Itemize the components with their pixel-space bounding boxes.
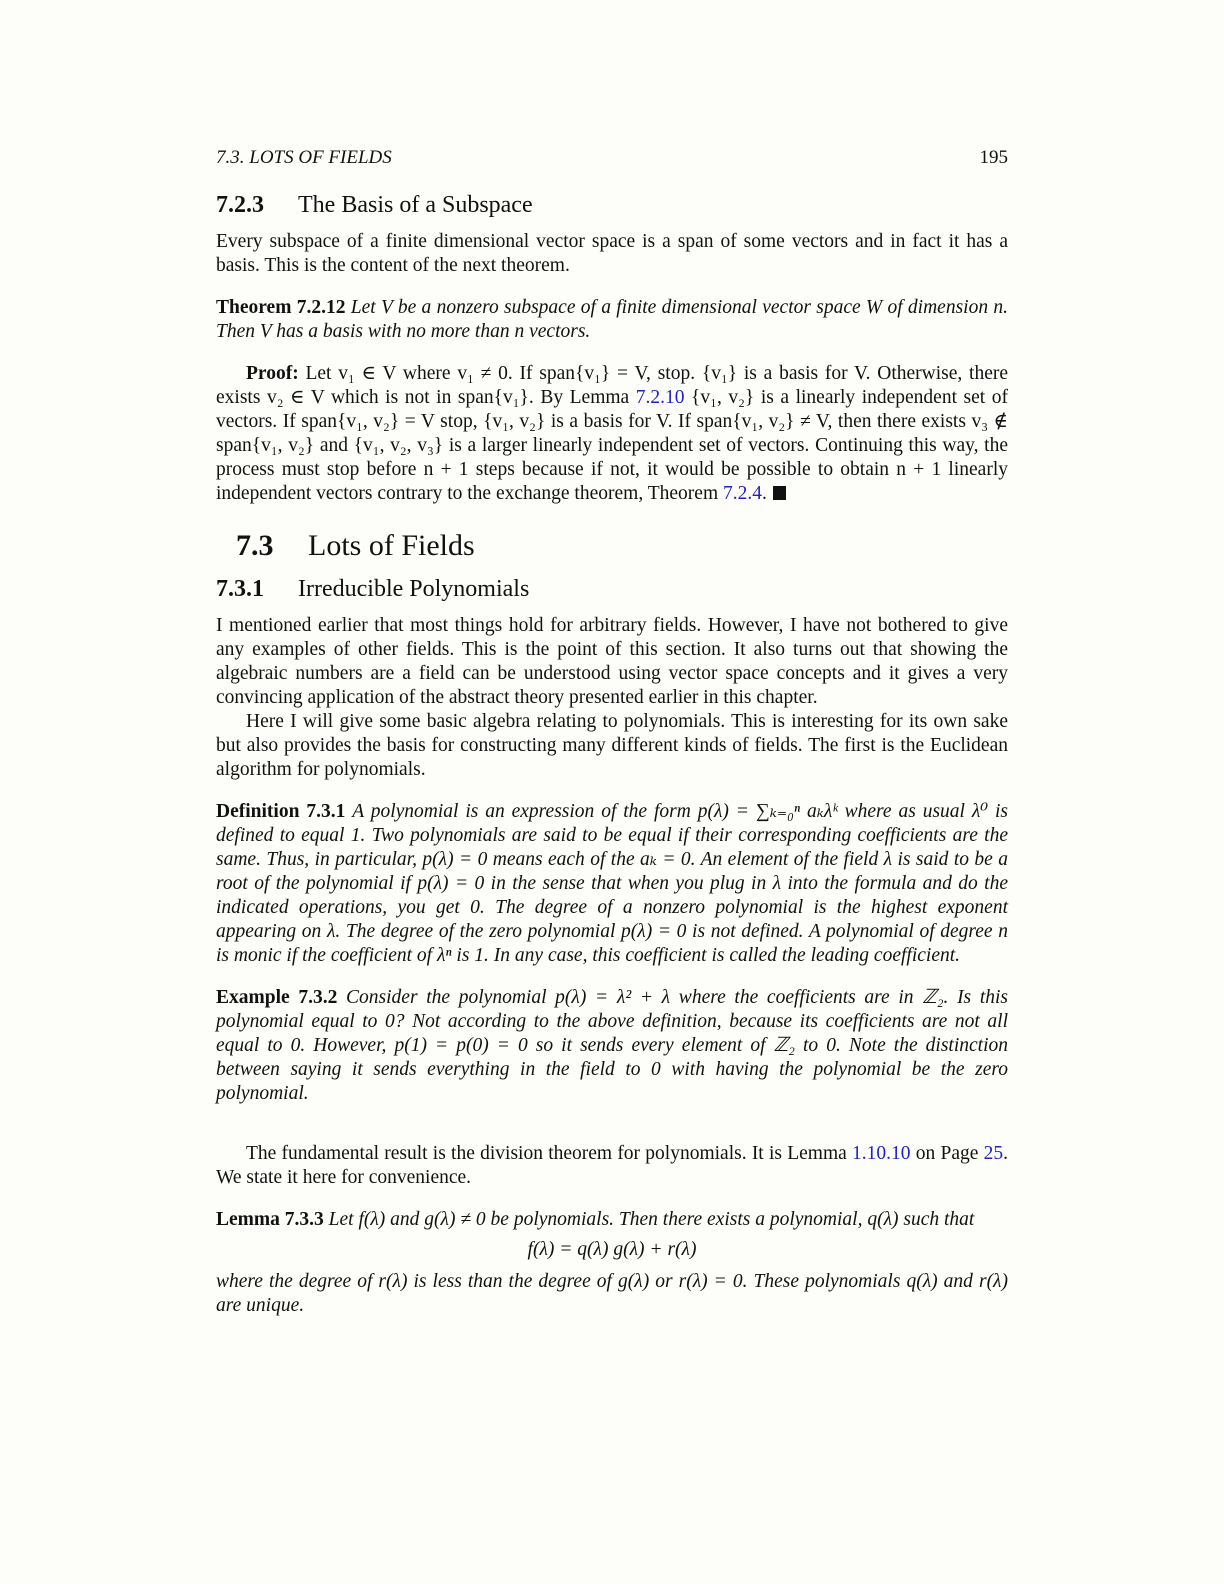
paragraph: I mentioned earlier that most things hold for arbitrary fields. However, I have not bothered to give any examples of other fields. This is the point of this section. It also turns out that showing the algebraic numbers are a field can be understood using vector space concepts and it gives a very convincing application of the abstract theory presented earlier in this chapter. xyxy=(216,615,1008,708)
lemma-7-3-3 xyxy=(216,1208,1008,1318)
subsection-title: The Basis of a Subspace xyxy=(298,192,533,218)
lemma-label: Lemma 7.3.3 xyxy=(216,1209,324,1230)
subsection-title: Irreducible Polynomials xyxy=(298,576,530,602)
page-number: 195 xyxy=(979,147,1008,168)
lemma-link[interactable]: 1.10.10 xyxy=(852,1143,911,1164)
subsection-number: 7.3.1 xyxy=(216,576,264,602)
proof-text: {v₁, v₂} is a linearly independent set of vectors. If span{v₁, v₂} = V stop, {v₁, v₂} is a basis for V. If span{v₁, v₂} ≠ V, then there exists v₃ ∉ span{v₁, v₂} and {v₁, v₂, v₃} is a larger linearly independent set of vectors. Continuing this way, the process must stop before n + 1 steps because if not, it would be possible to obtain n + 1 linearly independent vectors contrary to the exchange theorem, Theorem xyxy=(216,387,1008,504)
running-header xyxy=(216,146,1008,174)
page-link[interactable]: 25 xyxy=(983,1143,1004,1164)
lemma-text: Let f(λ) and g(λ) ≠ 0 be polynomials. Then there exists a polynomial, q(λ) such that xyxy=(328,1209,975,1230)
paragraph-text: . We state it here for convenience. xyxy=(216,1143,1009,1188)
proof xyxy=(216,362,1008,506)
proof-label: Proof: xyxy=(246,363,299,384)
paragraph-text: on Page xyxy=(915,1143,979,1164)
subsection-number: 7.2.3 xyxy=(216,192,264,218)
subsection-heading-7-3-1 xyxy=(216,574,1008,604)
example-7-3-2 xyxy=(216,986,1008,1106)
section-number: 7.3 xyxy=(236,529,274,562)
division-paragraph xyxy=(216,1142,1008,1190)
theorem-text: Let V be a nonzero subspace of a finite dimensional vector space W of dimension n. Then V has a basis with no more than n vectors. xyxy=(216,297,1008,342)
proof-text: Let v₁ ∈ V where v₁ ≠ 0. If span{v₁} = V, stop. {v₁} is a basis for V. Otherwise, there exists v₂ ∈ V which is not in span{v₁}. By Lemma xyxy=(216,363,1009,408)
theorem-7-2-12 xyxy=(216,296,1008,344)
lemma-link[interactable]: 7.2.10 xyxy=(635,387,685,408)
definition-text: A polynomial is an expression of the form p(λ) = ∑ₖ₌₀ⁿ aₖλᵏ where as usual λ⁰ is defined to equal 1. Two polynomials are said to be equal if their corresponding coefficients are the same. Thus, in particular, p(λ) = 0 means each of the aₖ = 0. An element of the field λ is said to be a root of the polynomial if p(λ) = 0 in the sense that when you plug in λ into the formula and do the indicated operations, you get 0. The degree of a nonzero polynomial is the highest exponent appearing on λ. The degree of the zero polynomial p(λ) = 0 is not defined. A polynomial of degree n is monic if the coefficient of λⁿ is 1. In any case, this coefficient is called the leading coefficient. xyxy=(216,801,1009,966)
example-label: Example 7.3.2 xyxy=(216,987,338,1008)
running-title: 7.3. LOTS OF FIELDS xyxy=(216,147,392,168)
document-page xyxy=(216,146,1008,1318)
example-text: Consider the polynomial p(λ) = λ² + λ where the coefficients are in ℤ₂. Is this polynomial equal to 0? Not according to the above definition, because its coefficients are not all equal to 0. However, p(1) = p(0) = 0 so it sends every element of ℤ₂ to 0. Note the distinction between saying it sends everything in the field to 0 with having the polynomial be the zero polynomial. xyxy=(216,987,1009,1104)
lemma-text: where the degree of r(λ) is less than the degree of g(λ) or r(λ) = 0. These polynomials q(λ) and r(λ) are unique. xyxy=(216,1271,1008,1316)
subsection-heading-7-2-3 xyxy=(216,190,1008,220)
paragraph-text: The fundamental result is the division theorem for polynomials. It is Lemma xyxy=(246,1143,847,1164)
theorem-label: Theorem 7.2.12 xyxy=(216,297,346,318)
display-equation: f(λ) = q(λ) g(λ) + r(λ) xyxy=(527,1239,697,1260)
definition-7-3-1 xyxy=(216,800,1008,968)
definition-label: Definition 7.3.1 xyxy=(216,801,346,822)
section-title: Lots of Fields xyxy=(308,529,475,562)
qed-icon xyxy=(773,486,786,500)
paragraph: Here I will give some basic algebra relating to polynomials. This is interesting for its own sake but also provides the basis for constructing many different kinds of fields. The first is the Euclidean algorithm for polynomials. xyxy=(216,711,1008,780)
section-heading-7-3 xyxy=(236,528,1008,564)
subsection-intro: Every subspace of a finite dimensional vector space is a span of some vectors and in fact it has a basis. This is the content of the next theorem. xyxy=(216,231,1008,276)
proof-period: . xyxy=(761,483,767,504)
theorem-link[interactable]: 7.2.4 xyxy=(722,483,762,504)
